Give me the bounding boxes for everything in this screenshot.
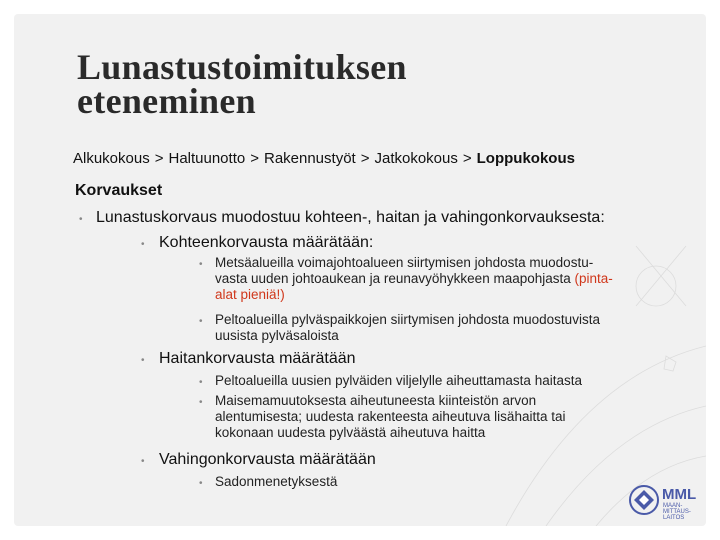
list-item-line: Peltoalueilla uusien pylväiden viljelylle aiheuttamasta haitasta bbox=[215, 373, 582, 388]
bullet-icon: • bbox=[199, 478, 203, 489]
list-item-line: uusista pylväsaloista bbox=[215, 328, 339, 343]
list-item-line: Sadonmenetyksestä bbox=[215, 474, 338, 489]
bullet-icon: • bbox=[199, 397, 203, 408]
list-item-line: Maisemamuutoksesta aiheutuneesta kiinteistön arvon bbox=[215, 393, 537, 408]
list-item-line: kokonaan uudesta pylväästä aiheutuva haitta bbox=[215, 425, 486, 440]
page-title bbox=[77, 47, 407, 121]
list-item-text: vasta uuden johtoaukean ja reunavyöhykkeen maapohjasta bbox=[215, 271, 575, 286]
bullet-icon: • bbox=[141, 456, 145, 467]
breadcrumb-separator: > bbox=[250, 150, 259, 167]
highlight-text: (pinta- bbox=[574, 271, 613, 286]
logo-wordmark: MML bbox=[662, 486, 697, 503]
logo-subtitle: LAITOS bbox=[663, 515, 685, 521]
list-item-line-highlight: alat pieniä!) bbox=[215, 287, 285, 302]
bullet-icon: • bbox=[141, 355, 145, 366]
logo-subtitle: MITTAUS- bbox=[663, 509, 691, 515]
breadcrumb-current-step: Loppukokous bbox=[476, 150, 575, 167]
list-item-line: Metsäalueilla voimajohtoalueen siirtymisen johdosta muodostu- bbox=[215, 255, 594, 270]
section-heading: Korvaukset bbox=[75, 182, 163, 199]
section-label: Kohteenkorvausta määrätään: bbox=[159, 234, 374, 251]
breadcrumb-step: Haltuunotto bbox=[168, 150, 246, 167]
list-item-line: Peltoalueilla pylväspaikkojen siirtymisen johdosta muodostuvista bbox=[215, 312, 600, 327]
breadcrumb-separator: > bbox=[462, 150, 472, 167]
breadcrumb-step: Jatkokokous bbox=[374, 150, 458, 167]
page-title-line-2: eteneminen bbox=[77, 81, 256, 121]
page-title-line-1: Lunastustoimituksen bbox=[77, 47, 407, 87]
breadcrumb-step: Rakennustyöt bbox=[263, 150, 356, 167]
bullet-icon: • bbox=[141, 239, 145, 250]
breadcrumb-step: Alkukokous bbox=[73, 150, 150, 167]
logo-subtitle: MAAN- bbox=[663, 503, 683, 509]
bullet-icon: • bbox=[199, 316, 203, 327]
list-item-line: alentumisesta; uudesta rakenteesta aiheutuva lisähaitta tai bbox=[215, 409, 566, 424]
list-item-line bbox=[215, 271, 613, 287]
breadcrumb bbox=[73, 150, 575, 167]
bullet-icon: • bbox=[199, 377, 203, 388]
breadcrumb-separator: > bbox=[154, 150, 164, 167]
bullet-icon: • bbox=[79, 214, 83, 225]
intro-text: Lunastuskorvaus muodostuu kohteen-, haitan ja vahingonkorvauksesta: bbox=[96, 209, 605, 226]
bullet-icon: • bbox=[199, 259, 203, 270]
section-label: Haitankorvausta määrätään bbox=[159, 350, 356, 367]
mml-logo-mark bbox=[630, 486, 658, 514]
breadcrumb-separator: > bbox=[360, 150, 370, 167]
mml-logo bbox=[628, 482, 706, 522]
section-label: Vahingonkorvausta määrätään bbox=[159, 451, 376, 468]
